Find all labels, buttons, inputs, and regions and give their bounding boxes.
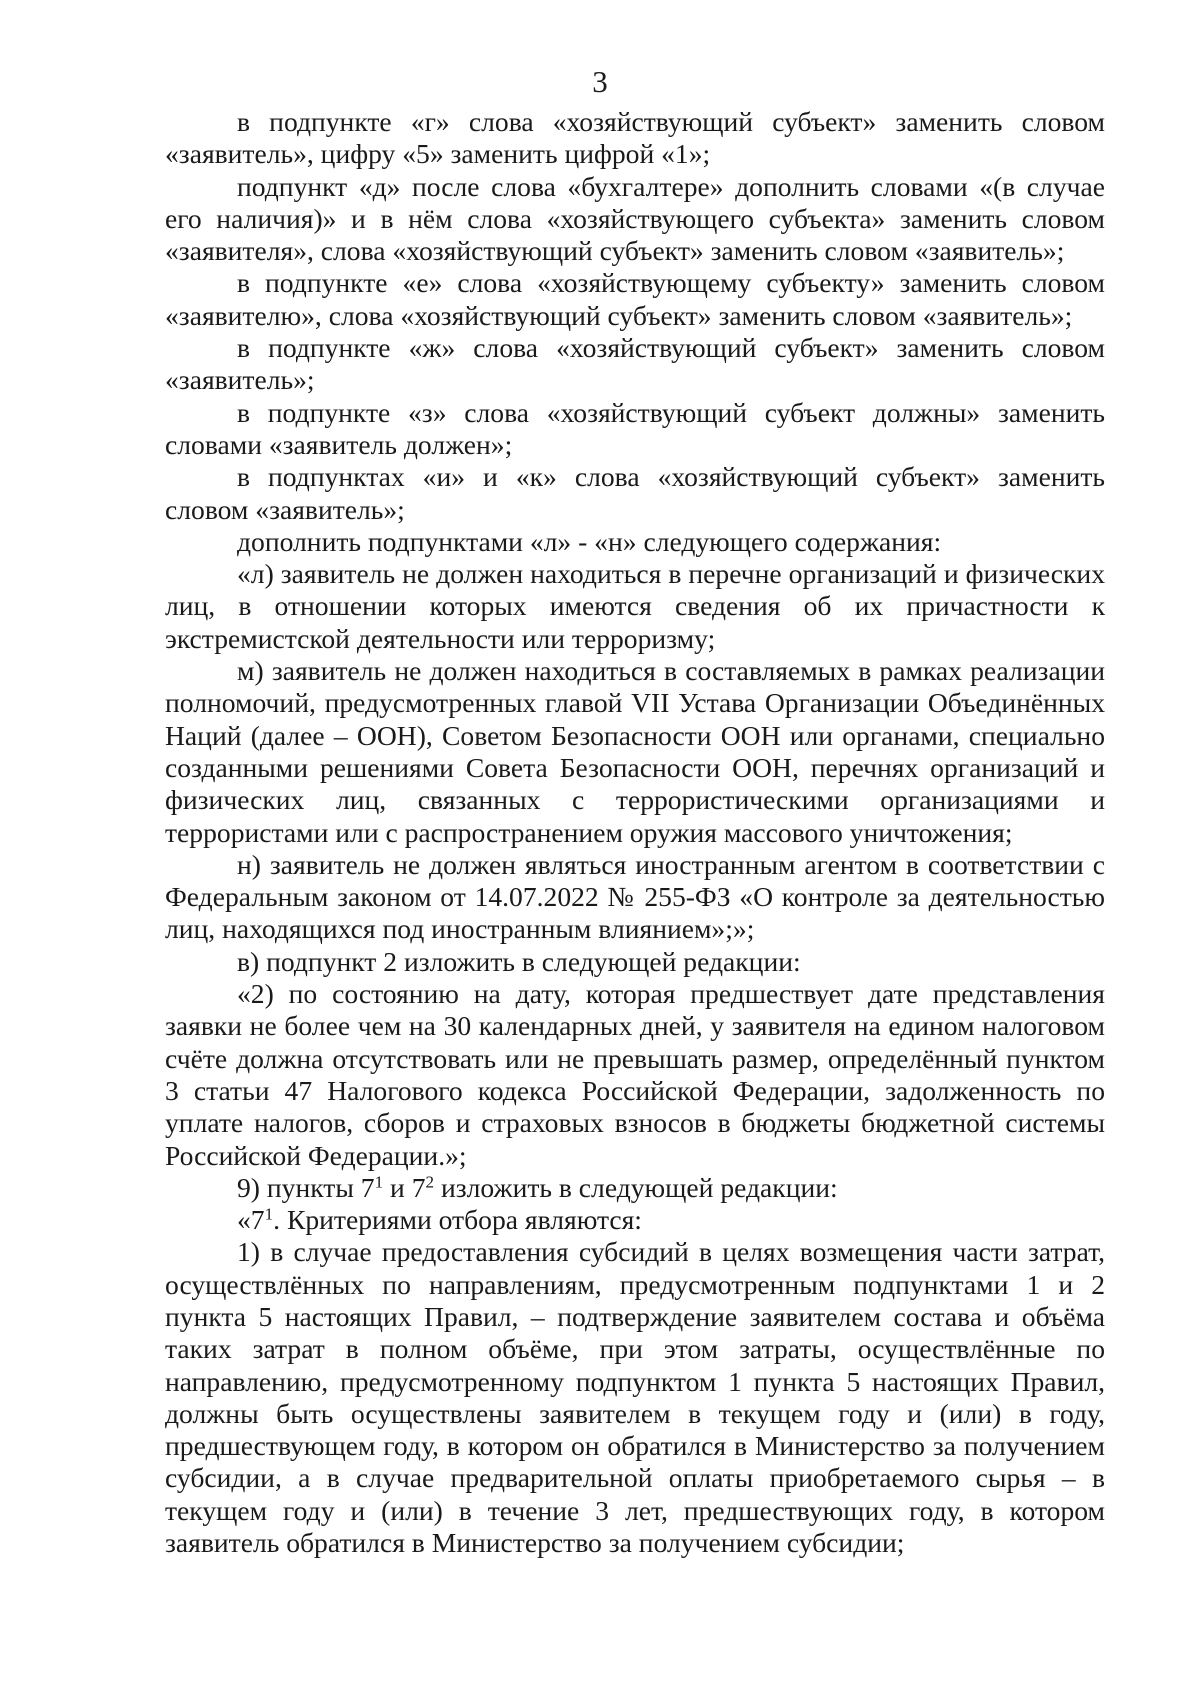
- paragraph: в подпункте «з» слова «хозяйствующий субъект должны» заменить словами «заявитель должен»;: [165, 396, 1105, 460]
- document-body: [165, 106, 1105, 1559]
- paragraph: в подпункте «г» слова «хозяйствующий субъект» заменить словом «заявитель», цифру «5» заменить цифрой «1»;: [165, 106, 1105, 170]
- paragraph: 1) в случае предоставления субсидий в целях возмещения части затрат, осуществлённых по направлениям, предусмотренным подпунктами 1 и 2 пункта 5 настоящих Правил, – подтверждение заявителем состава и объёма таких затрат в полном объёме, при этом затраты, осуществлённые по направлению, предусмотренному подпунктом 1 пункта 5 настоящих Правил, должны быть осуществлены заявителем в текущем году и (или) в году, предшествующем году, в котором он обратился в Министерство за получением субсидии, а в случае предварительной оплаты приобретаемого сырья – в текущем году и (или) в течение 3 лет, предшествующих году, в котором заявитель обратился в Министерство за получением субсидии;: [165, 1236, 1105, 1559]
- superscript: 1: [264, 1204, 274, 1224]
- superscript: 1: [374, 1172, 384, 1192]
- paragraph-points-7: [165, 1172, 1105, 1204]
- paragraph: н) заявитель не должен являться иностранным агентом в соответствии с Федеральным законом от 14.07.2022 № 255-ФЗ «О контроле за деятельностью лиц, находящихся под иностранным влиянием»;»;: [165, 848, 1105, 945]
- paragraph: «л) заявитель не должен находиться в перечне организаций и физических лиц, в отношении которых имеются сведения об их причастности к экстремистской деятельности или терроризму;: [165, 558, 1105, 654]
- paragraph: м) заявитель не должен находиться в составляемых в рамках реализации полномочий, предусмотренных главой VII Устава Организации Объединённых Наций (далее – ООН), Советом Безопасности ООН или органами, специально созданными решениями Совета Безопасности ООН, перечнях организаций и физических лиц, связанных с террористическими организациями и террористами или с распространением оружия массового уничтожения;: [165, 655, 1105, 848]
- text-fragment: изложить в следующей редакции:: [434, 1171, 838, 1203]
- paragraph: подпункт «д» после слова «бухгалтере» дополнить словами «(в случае его наличия)» и в нём слова «хозяйствующего субъекта» заменить словом «заявителя», слова «хозяйствующий субъект» заменить словом «заявитель»;: [165, 170, 1105, 267]
- text-fragment: 9) пункты 7: [237, 1171, 375, 1203]
- paragraph: в подпунктах «и» и «к» слова «хозяйствующий субъект» заменить словом «заявитель»;: [165, 461, 1105, 525]
- paragraph: «2) по состоянию на дату, которая предшествует дате представления заявки не более чем на 30 календарных дней, у заявителя на едином налоговом счёте должна отсутствовать или не превышать размер, определённый пунктом 3 статьи 47 Налогового кодекса Российской Федерации, задолженность по уплате налогов, сборов и страховых взносов в бюджеты бюджетной системы Российской Федерации.»;: [165, 978, 1105, 1171]
- text-fragment: . Критериями отбора являются:: [273, 1204, 642, 1236]
- paragraph-point-7-1: [165, 1204, 1105, 1236]
- paragraph: в подпункте «ж» слова «хозяйствующий субъект» заменить словом «заявитель»;: [165, 332, 1105, 396]
- text-fragment: и 7: [383, 1171, 426, 1203]
- superscript: 2: [425, 1172, 435, 1192]
- paragraph: дополнить подпунктами «л» - «н» следующего содержания:: [237, 525, 942, 557]
- page-number: 3: [592, 64, 608, 99]
- text-fragment: «7: [237, 1204, 265, 1236]
- paragraph: в) подпункт 2 изложить в следующей редакции:: [237, 945, 801, 977]
- paragraph: в подпункте «е» слова «хозяйствующему субъекту» заменить словом «заявителю», слова «хозяйствующий субъект» заменить словом «заявитель»;: [165, 267, 1105, 331]
